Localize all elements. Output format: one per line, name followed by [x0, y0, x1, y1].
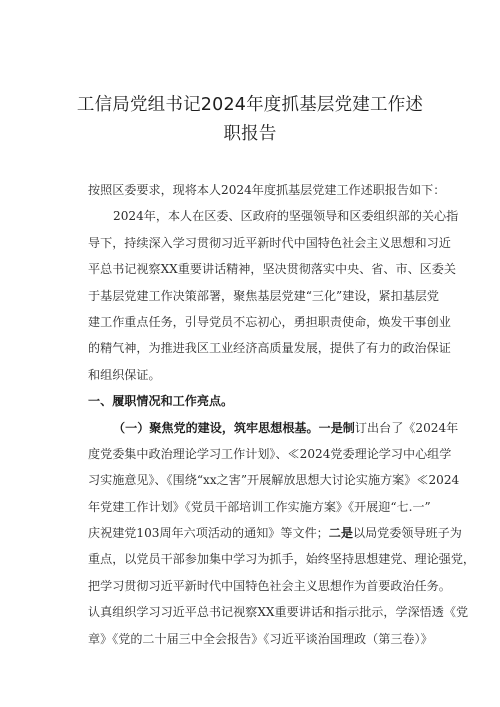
paragraph-line: 习实施意见》、《围绕“xx之害”开展解放思想大讨论实施方案》≪2024: [88, 473, 460, 488]
document-title-line-2: 职报告: [223, 124, 277, 144]
subsection-line: [88, 415, 459, 441]
intro-line: 按照区委要求，现将本人2024年度抓基层党建工作述职报告如下：: [88, 183, 446, 197]
paragraph-text: 以局党委领导班子为: [352, 526, 462, 541]
paragraph-line: 和组织保证。: [88, 367, 161, 382]
paragraph-text: 庆祝建党103周年六项活动的通知》等文件；: [88, 526, 329, 541]
paragraph-line: 于基层党建工作决策部署，聚焦基层党建“三化”建设，紧扣基层党: [88, 288, 439, 303]
paragraph-line: 年党建工作计划》《党员干部培训工作实施方案》《开展迎“七.一”: [88, 499, 431, 514]
paragraph-line: 的精气神，为推进我区工业经济高质量发展，提供了有力的政治保证: [88, 341, 451, 356]
point-lead: 二是: [328, 526, 353, 541]
section-heading: 一、履职情况和工作亮点。: [88, 394, 234, 409]
paragraph-line: 章》《党的二十届三中全会报告》《习近平谈治国理政（第三卷）》: [88, 631, 433, 646]
subsection-heading: （一）聚焦党的建设，筑牢思想根基。: [113, 420, 319, 435]
point-lead: 一是制: [318, 420, 355, 435]
paragraph-line: 2024年，本人在区委、区政府的坚强领导和区委组织部的关心指: [113, 209, 459, 224]
paragraph-line: 建工作重点任务，引导党员不忘初心，勇担职责使命，焕发干事创业: [88, 314, 451, 329]
paragraph-line: 重点，以党员干部参加集中学习为抓手，始终坚持思想建党、理论强党，: [88, 552, 476, 567]
paragraph-line: 把学习贯彻习近平新时代中国特色社会主义思想作为首要政治任务。: [88, 578, 451, 593]
document-body: [88, 177, 476, 652]
paragraph-line: 度党委集中政治理论学习工作计划》、≪2024党委理论学习中心组学: [88, 446, 452, 461]
document-title-line-1: 工信局党组书记2024年度抓基层党建工作述: [76, 95, 424, 115]
paragraph-line: [88, 520, 462, 546]
paragraph-line: 平总书记视察XX重要讲话精神，坚决贯彻落实中央、省、市、区委关: [88, 262, 456, 277]
paragraph-line: 导下，持续深入学习贯彻习近平新时代中国特色社会主义思想和习近: [88, 235, 451, 250]
paragraph-text: 订出台了《2024年: [354, 420, 459, 435]
paragraph-line: 认真组织学习习近平总书记视察XX重要讲话和指示批示，学深悟透《党: [88, 605, 469, 620]
